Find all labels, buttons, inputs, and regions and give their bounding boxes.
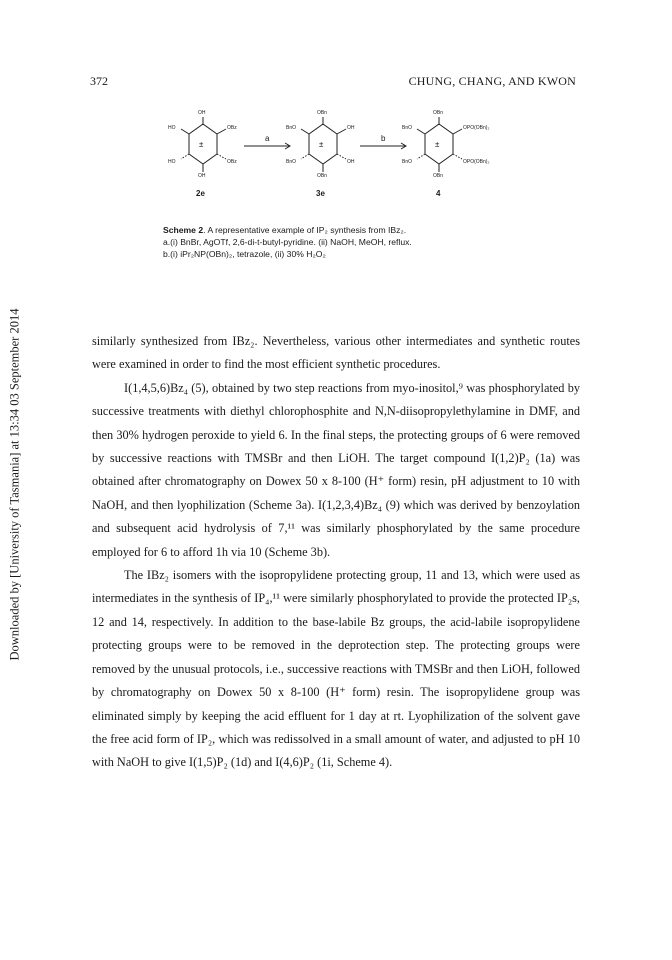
body-text (92, 330, 580, 775)
compound-label-2e: 2e (196, 189, 205, 198)
page-number: 372 (90, 74, 108, 88)
substituent-label: OBn (433, 110, 444, 116)
substituent-label: HO (168, 125, 176, 131)
substituent-label: BnO (286, 125, 297, 131)
caption-line-1 (163, 224, 583, 236)
racemic-sign: ± (199, 140, 204, 149)
compound-label-4: 4 (436, 189, 441, 198)
substituent-label: OH (198, 173, 206, 179)
paragraph: The IBz₂ isomers with the isopropylidene protecting group, 11 and 13, which were used as intermediates in the synthesis of IP₄,¹¹ were similarly phosphorylated to provide the protected IP₂s, 12 and 14, respectively. In addition to the base-labile Bz groups, the acid-labile isopropylidene protecting groups were to be removed in the deprotection step. The protecting groups were removed by the unusual protocols, i.e., successive reactions with TMSBr and then LiOH, followed by chromatography on Dowex 50 x 8-100 (H⁺ form) resin. The isopropylidene group was eliminated simply by keeping the acid effluent for 1 day at rt. Lyophilization of the solvent gave the free acid form of IP₂, which was redissolved in a small amount of water, and adjusted to pH 10 with NaOH to give I(1,5)P₂ (1d) and I(4,6)P₂ (1i, Scheme 4). (92, 568, 580, 770)
substituent-label: OH (347, 125, 355, 131)
scheme-figure (160, 110, 580, 222)
substituent-label: BnO (286, 159, 297, 165)
substituent-label: BnO (402, 159, 413, 165)
substituent-label: OBn (317, 173, 328, 179)
substituent-label: OBz (227, 159, 237, 165)
substituent-label: HO (168, 159, 176, 165)
caption-line-3: b.(i) iPr₂NP(OBn)₂, tetrazole, (ii) 30% H₂O₂ (163, 249, 326, 259)
substituent-label: OBz (227, 125, 237, 131)
caption-title-rest: . A representative example of IP₂ synthesis from IBz₂. (203, 225, 407, 235)
substituent-label: OH (347, 159, 355, 165)
download-watermark: Downloaded by [University of Tasmania] at 13:34 03 September 2014 (7, 308, 22, 661)
arrow-label-a: a (265, 134, 270, 143)
substituent-label: OBn (433, 173, 444, 179)
arrow-label-b: b (381, 134, 386, 143)
running-head: CHUNG, CHANG, AND KWON (408, 74, 576, 88)
scheme-drawing (160, 110, 580, 222)
caption-title: Scheme 2 (163, 225, 204, 235)
racemic-sign: ± (435, 140, 440, 149)
paragraph: I(1,4,5,6)Bz₄ (5), obtained by two step reactions from myo-inositol,⁹ was phosphorylated by successive treatments with diethyl chlorophosphite and N,N-diisopropylethylamine in DMF, and then 30% hydrogen peroxide to yield 6. In the final steps, the protecting groups of 6 were removed by successive reactions with TMSBr and then LiOH. The target compound I(1,2)P₂ (1a) was obtained after chromatography on Dowex 50 x 8-100 (H⁺ form) resin, pH adjustment to 10 with NaOH, and then lyophilization (Scheme 3a). I(1,2,3,4)Bz₄ (9) which was derived by benzoylation and subsequent acid hydrolysis of 7,¹¹ was similarly phosphorylated by the same procedure employed for 6 to afford 1h via 10 (Scheme 3b). (92, 380, 580, 559)
substituent-label: OBn (317, 110, 328, 116)
substituent-label: OPO(OBn)₂ (463, 125, 490, 131)
racemic-sign: ± (319, 140, 324, 149)
compound-label-3e: 3e (316, 189, 325, 198)
substituent-label: BnO (402, 125, 413, 131)
scheme-caption (163, 224, 583, 260)
caption-line-2: a.(i) BnBr, AgOTf, 2,6-di-t-butyl-pyridine. (ii) NaOH, MeOH, reflux. (163, 237, 412, 247)
substituent-label: OPO(OBn)₂ (463, 159, 490, 165)
substituent-label: OH (198, 110, 206, 116)
paragraph: similarly synthesized from IBz₂. Nevertheless, various other intermediates and synthetic routes were examined in order to find the most efficient synthetic procedures. (92, 334, 580, 372)
